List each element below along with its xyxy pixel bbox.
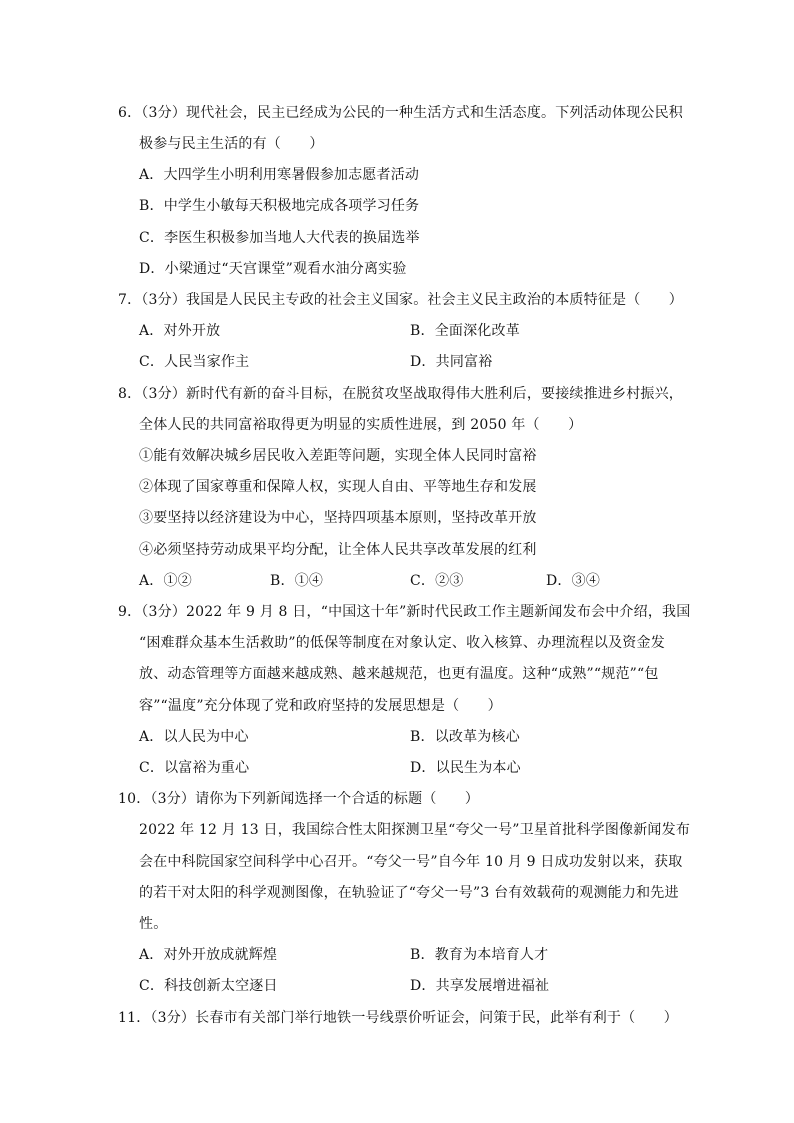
q6-choice-c: C．李医生积极参加当地人大代表的换届选举 [139,230,420,246]
q6-choice-d: D．小梁通过“天宫课堂”观看水油分离实验 [139,261,407,277]
q8-choice-a: A．①② [139,573,192,589]
q10-passage-line-2: 会在中科院国家空间科学中心召开。“夸父一号”自今年 10 月 9 日成功发射以来，获取 [139,854,683,870]
q10-choice-d: D．共享发展增进福祉 [410,978,550,994]
q8-choice-b: B．①④ [270,573,324,589]
q9-choice-d: D．以民生为本心 [410,760,521,776]
q10-stem-line-1: 10．（3分）请你为下列新闻选择一个合适的标题（ ） [118,791,480,807]
q8-statement-4: ④必须坚持劳动成果平均分配，让全体人民共享改革发展的红利 [139,542,537,558]
q7-stem-line-1: 7．（3分）我国是人民民主专政的社会主义国家。社会主义民主政治的本质特征是（ ） [118,292,684,308]
q10-passage-line-3: 的若干对太阳的科学观测图像，在轨验证了“夸父一号”3 台有效载荷的观测能力和先进 [139,885,679,901]
q7-choice-d: D．共同富裕 [410,354,493,370]
q9-stem-line-4: 容”“温度”充分体现了党和政府坚持的发展思想是（ ） [139,698,502,714]
q8-stem-line-1: 8．（3分）新时代有新的奋斗目标，在脱贫攻坚战取得伟大胜利后，要接续推进乡村振兴， [118,386,684,402]
q7-choice-b: B．全面深化改革 [410,323,520,339]
q10-passage-line-4: 性。 [139,916,168,932]
q9-stem-line-1: 9．（3分）2022 年 9 月 8 日，“中国这十年”新时代民政工作主题新闻发布会中介绍，我国 [118,604,691,620]
q10-choice-b: B．教育为本培育人才 [410,947,549,963]
q8-statement-2: ②体现了国家尊重和保障人权，实现人自由、平等地生存和发展 [139,479,537,495]
q9-stem-line-3: 放、动态管理等方面越来越成熟、越来越规范，也更有温度。这种“成熟”“规范”“包 [139,666,659,682]
q10-choice-c: C．科技创新太空逐日 [139,978,278,994]
q9-choice-b: B．以改革为核心 [410,729,520,745]
q6-choice-b: B．中学生小敏每天积极地完成各项学习任务 [139,198,420,214]
q8-stem-line-2: 全体人民的共同富裕取得更为明显的实质性进展，到 2050 年（ ） [139,417,583,433]
q10-passage-line-1: 2022 年 12 月 13 日，我国综合性太阳探测卫星“夸父一号”卫星首批科学图像新闻发布 [139,822,691,838]
q6-stem-line-2: 极参与民主生活的有（ ） [139,136,324,152]
q9-choice-a: A．以人民为中心 [139,729,249,745]
q10-choice-a: A．对外开放成就辉煌 [139,947,278,963]
q9-stem-line-2: “困难群众基本生活救助”的低保等制度在对象认定、收入核算、办理流程以及资金发 [139,635,665,651]
q9-choice-c: C．以富裕为重心 [139,760,250,776]
q8-statement-3: ③要坚持以经济建设为中心，坚持四项基本原则，坚持改革开放 [139,510,537,526]
q8-choice-c: C．②③ [410,573,464,589]
q8-statement-1: ①能有效解决城乡居民收入差距等问题，实现全体人民同时富裕 [139,448,537,464]
q6-choice-a: A．大四学生小明利用寒暑假参加志愿者活动 [139,167,420,183]
q8-choice-d: D．③④ [546,573,601,589]
q7-choice-c: C．人民当家作主 [139,354,250,370]
q6-stem-line-1: 6．（3分）现代社会，民主已经成为公民的一种生活方式和生活态度。下列活动体现公民积 [118,105,684,121]
q11-stem-line-1: 11．（3分）长春市有关部门举行地铁一号线票价听证会，问策于民，此举有利于（ ） [118,1010,678,1026]
q7-choice-a: A．对外开放 [139,323,221,339]
